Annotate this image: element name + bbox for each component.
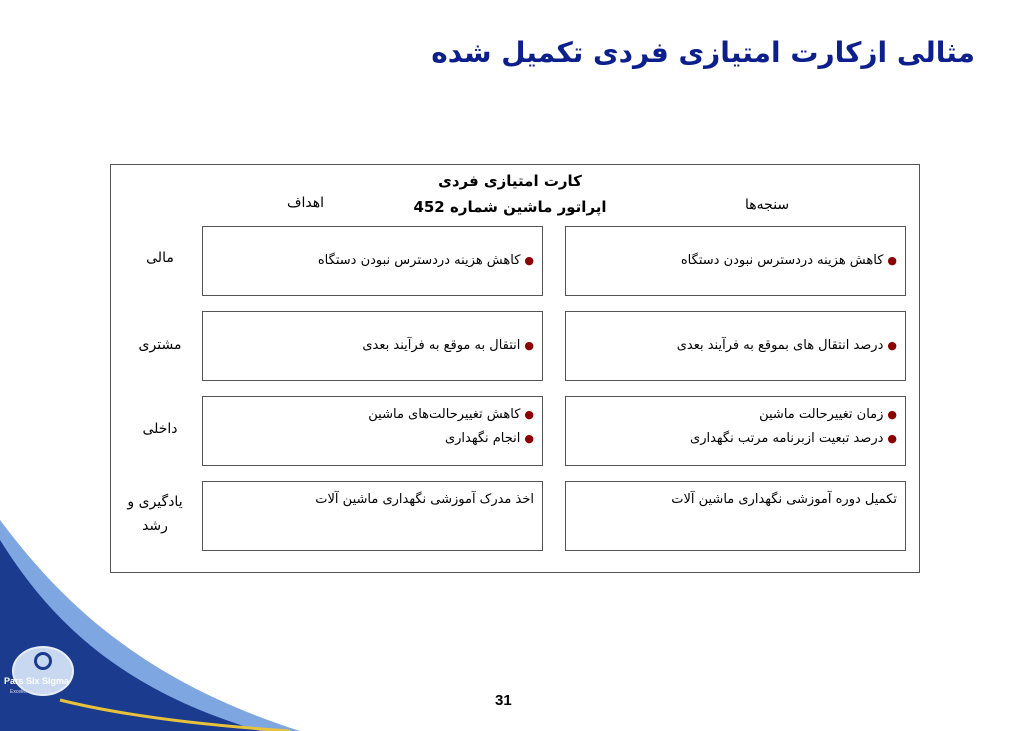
slide-title: مثالی ازکارت امتیازی فردی تکمیل شده xyxy=(431,36,975,69)
row-label-internal: داخلی xyxy=(142,421,178,437)
page-number: 31 xyxy=(495,692,512,709)
list-item: ●درصد انتقال های بموقع به فرآیند بعدی xyxy=(676,338,897,353)
measures-cell-financial xyxy=(565,226,906,296)
list-item: اخذ مدرک آموزشی نگهداری ماشین آلات xyxy=(315,492,534,507)
list-item: ●درصد تبعیت ازبرنامه مرتب نگهداری xyxy=(690,431,897,446)
bullet-icon: ● xyxy=(524,339,534,352)
column-header-objectives: اهداف xyxy=(287,195,325,211)
objectives-cell-financial xyxy=(202,226,543,296)
bullet-icon: ● xyxy=(524,254,534,267)
bullet-icon: ● xyxy=(524,408,534,421)
list-item: ●انجام نگهداری xyxy=(444,431,534,446)
objectives-cell-learning-growth xyxy=(202,481,543,551)
logo-name: Pars Six Sigma xyxy=(4,676,70,686)
list-item: ●کاهش هزینه دردسترس نبودن دستگاه xyxy=(317,253,534,268)
measures-cell-internal xyxy=(565,396,906,466)
list-item: ●انتقال به موقع به فرآیند بعدی xyxy=(362,338,534,353)
column-header-measures: سنجه‌ها xyxy=(745,197,790,213)
list-item: ●کاهش تغییرحالت‌های ماشین xyxy=(368,407,534,422)
measures-cell-learning-growth xyxy=(565,481,906,551)
card-subtitle: اپراتور ماشین شماره 452 xyxy=(413,198,607,216)
logo-subtitle: Excellence Institute xyxy=(10,689,54,695)
list-item: ●کاهش هزینه دردسترس نبودن دستگاه xyxy=(680,253,897,268)
bullet-icon: ● xyxy=(887,408,897,421)
bullet-icon: ● xyxy=(887,339,897,352)
list-item: ●زمان تغییرحالت ماشین xyxy=(759,407,897,422)
row-label-customer: مشتری xyxy=(138,337,182,353)
sigma-icon xyxy=(34,652,52,670)
card-title: کارت امتیازی فردی xyxy=(438,172,582,190)
row-label-learning-growth: یادگیری و رشد xyxy=(127,494,183,534)
objectives-cell-internal xyxy=(202,396,543,466)
row-label-financial: مالی xyxy=(146,250,174,266)
measures-cell-customer xyxy=(565,311,906,381)
list-item: تکمیل دوره آموزشی نگهداری ماشین آلات xyxy=(671,492,897,507)
bullet-icon: ● xyxy=(887,432,897,445)
bullet-icon: ● xyxy=(524,432,534,445)
bullet-icon: ● xyxy=(887,254,897,267)
objectives-cell-customer xyxy=(202,311,543,381)
